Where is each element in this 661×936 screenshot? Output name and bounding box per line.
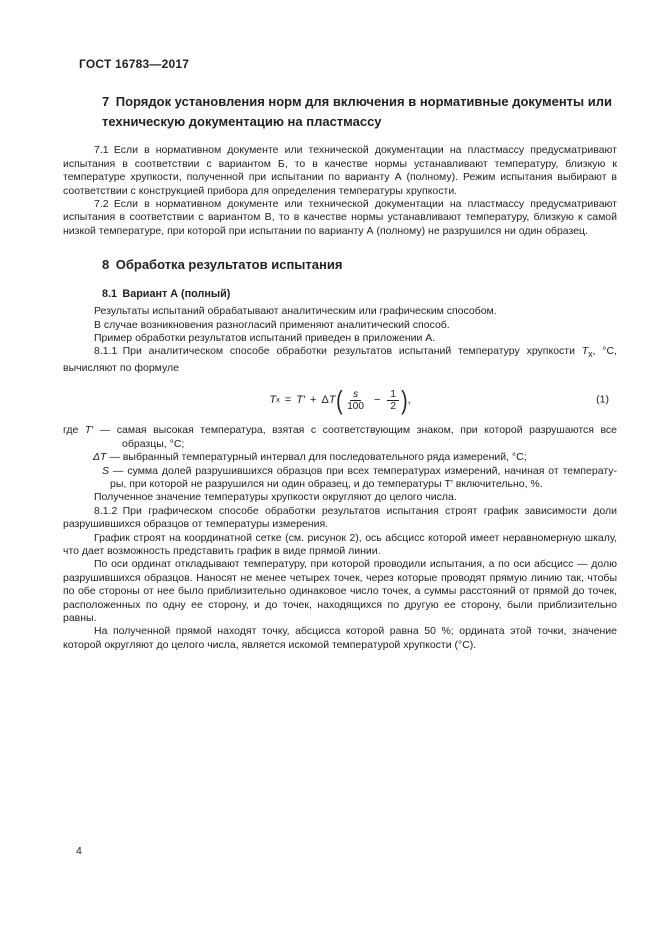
- page-number: 4: [76, 845, 82, 857]
- definition-dash: —: [112, 464, 124, 477]
- paragraph-8-1-1-text: 8.1.1 При аналитическом способе обработки результатов испытаний температуру хрупкости: [94, 345, 582, 358]
- definition-text-delta-t: выбранный температурный интервал для последовательного ряда измерений, °С;: [122, 451, 527, 464]
- definition-delta-t: [63, 451, 617, 464]
- fraction-1-2: [387, 389, 399, 412]
- paragraph-example: Пример обработки результатов испытаний приведен в приложении А.: [94, 331, 436, 344]
- paragraph-7-1: 7.1 Если в нормативном документе или технической документации на пластмассу предусматривают испытания в соответствии с вариантом Б, то в качестве нормы устанавливают температуру, близкую к температуре хрупкости, полученной при испытании по варианту А (полному). Режим испытания выбирают в соответствии с конструкцией прибора для определения температуры хрупкости.: [63, 144, 617, 197]
- equals-sign: =: [284, 393, 292, 406]
- left-paren: (: [335, 385, 343, 416]
- plus-sign: +: [310, 393, 317, 406]
- paragraph-rounding: Полученное значение температуры хрупкости округляют до целого числа.: [94, 491, 457, 504]
- paragraph-7-2: 7.2 Если в нормативном документе или технической документации на пластмассу предусматривают испытания в соответствии с вариантом В, то в качестве нормы устанавливают температуру, близкую к самой низкой температуре, при которой при испытании по варианту А (полному) не разрушился ни один образец.: [63, 198, 617, 237]
- paragraph-grid: График строят на координатной сетке (см. рисунок 2), ось абсцисс которой имеет неравномерную шкалу, что дает возможность представить график в виде прямой линии.: [63, 531, 617, 557]
- formula-1: [63, 382, 617, 418]
- fraction-denominator-2: 2: [390, 400, 396, 412]
- right-paren: ): [401, 385, 408, 416]
- brittleness-temp-symbol: T: [581, 345, 589, 358]
- paragraph-disagreement: В случае возникновения разногласий применяют аналитический способ.: [94, 318, 450, 331]
- paragraph-results: Результаты испытаний обрабатывают аналитическим или графическим способом.: [94, 305, 497, 318]
- definition-dash: —: [99, 424, 111, 437]
- definition-term-t-prime: T′: [84, 424, 94, 437]
- t-prime-symbol: T′: [296, 393, 306, 406]
- paragraph-8-1-2: 8.1.2 При графическом способе обработки результатов испытания строят график зависимости доли разрушившихся образцов от температуры измерения.: [63, 504, 617, 531]
- section-8-heading: 8 Обработка результатов испытания: [102, 257, 343, 273]
- subsection-8-1-heading: 8.1 Вариант А (полный): [102, 287, 231, 300]
- minus-sign: −: [373, 393, 381, 406]
- formula-expression: T х = T′ + Δ T ( $\frac{s}{100}$ − $\frac{1}{2}$ ) ,: [269, 385, 411, 416]
- fraction-numerator-1: 1: [387, 389, 399, 401]
- paragraph-axes: По оси ординат откладывают температуру, при которой проводили испытания, а по оси абсцисс — долю разрушившихся образцов. Наносят не менее четырех точек, через которые проводят прямую линию так, чтобы по обе стороны от нее было приблизительно одинаковое число точек, а суммы расстояний от прямой до точек, расположенных по одну ее сторону, и до точек, находящихся по другую ее сторону, были приблизительно равны.: [63, 558, 617, 624]
- fraction-numerator-s: s: [350, 389, 361, 401]
- delta-symbol: Δ: [321, 393, 329, 406]
- definition-term-s: S: [102, 464, 110, 477]
- fraction-denominator-100: 100: [347, 400, 364, 412]
- paragraph-8-1-1: [63, 345, 617, 375]
- definition-intro: где: [63, 424, 79, 437]
- brittleness-temp-subscript: х: [588, 349, 593, 360]
- definition-dash: —: [109, 451, 120, 464]
- definition-text-s: сумма долей разрушившихся образцов при всех температурах измерений, начиная от температуры, при которой не разрушился ни один образец, и до температуры T′ включительно, %.: [110, 464, 618, 490]
- delta-variable: T: [328, 393, 336, 406]
- formula-comma: ,: [407, 393, 411, 406]
- document-code-header: ГОСТ 16783—2017: [79, 57, 190, 71]
- fraction-s-100: [344, 389, 367, 412]
- definition-term-delta-t: ΔT: [93, 451, 107, 464]
- equation-number: (1): [596, 393, 609, 406]
- formula-lhs-symbol: T: [269, 393, 277, 406]
- section-7-heading: 7 Порядок установления норм для включения в нормативные документы или техническую документацию на пластмассу: [102, 94, 612, 129]
- paragraph-8-1-1-tail: , °С, вычисляют по формуле: [63, 345, 617, 374]
- definition-text-t-prime: самая высокая температура, взятая с соответствующим знаком, при которой разрушаются все образцы, °С;: [116, 424, 618, 450]
- paragraph-final: На полученной прямой находят точку, абсцисса которой равна 50 %; ордината этой точки, значение которой округляют до целого числа, является искомой температурой хрупкости (°С).: [63, 625, 617, 651]
- text-block: [63, 58, 617, 652]
- definition-t-prime: [63, 424, 617, 451]
- definition-s: [63, 465, 617, 492]
